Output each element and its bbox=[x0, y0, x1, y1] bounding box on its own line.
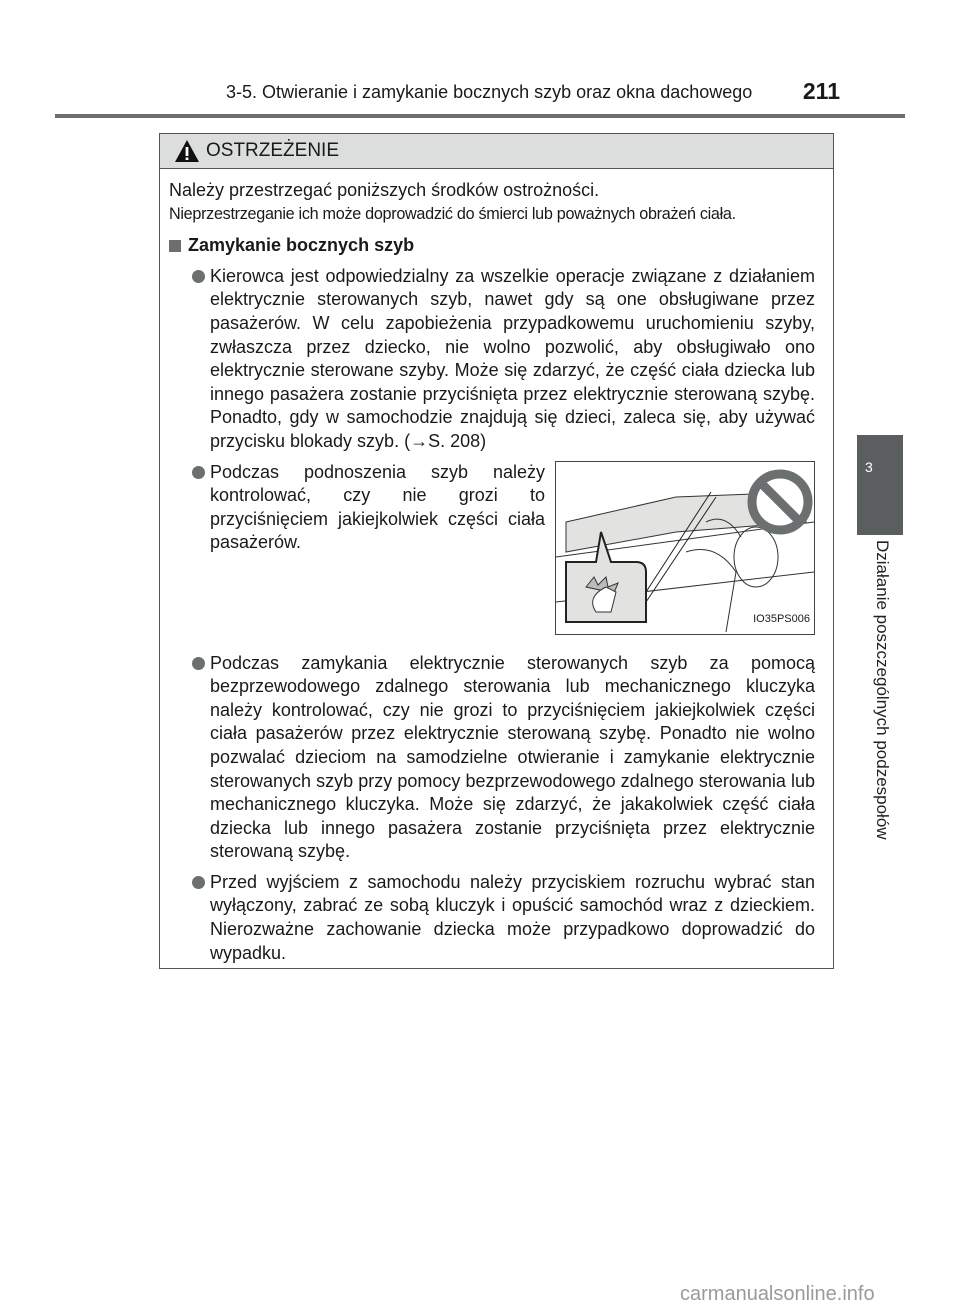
watermark: carmanualsonline.info bbox=[680, 1283, 875, 1305]
figure-code: IO35PS006 bbox=[753, 612, 810, 625]
warning-triangle-icon bbox=[174, 139, 200, 163]
square-bullet-icon bbox=[169, 240, 181, 252]
illustration-window-pinch bbox=[555, 461, 815, 635]
warning-box bbox=[159, 133, 834, 969]
warning-intro: Należy przestrzegać poniższych środków ostrożności. bbox=[169, 180, 600, 200]
warning-title: OSTRZEŻENIE bbox=[206, 140, 340, 161]
list-item-text: Podczas zamykania elektrycznie sterowanych szyb za pomocą bezprzewodowego zdalnego sterowania lub mechanicznego kluczyka należy kontrolować, czy nie grozi to przyciśnięciem jakiejkolwiek części ciała pasażerów przez elektrycznie sterowaną szybę. Ponadto nie wolno pozwalać dzieciom na samodzielne otwieranie i zamykanie elektrycznie sterowanych szyb przy pomocy bezprzewodowego zdalnego sterowania lub mechanicznego kluczyka. Może się zdarzyć, że jakakolwiek część ciała dziecka lub innego pasażera zostanie przyciśnięta przez elektrycznie sterowaną szybę. bbox=[210, 652, 815, 862]
bullet-icon bbox=[192, 270, 205, 283]
list-item bbox=[169, 461, 815, 645]
section-heading-text: Zamykanie bocznych szyb bbox=[188, 235, 415, 256]
chapter-tab bbox=[857, 435, 903, 535]
header-rule bbox=[55, 114, 905, 118]
list-item bbox=[169, 652, 815, 864]
chapter-title: Działanie poszczególnych podzespołów bbox=[873, 540, 892, 840]
list-item bbox=[169, 265, 815, 454]
bullet-icon bbox=[192, 876, 205, 889]
bullet-icon bbox=[192, 657, 205, 670]
list-item bbox=[169, 871, 815, 965]
bullet-icon bbox=[192, 466, 205, 479]
list-item-text: Kierowca jest odpowiedzialny za wszelkie operacje związane z działaniem elektrycznie sterowanych szyb, nawet gdy są one obsługiwane przez pasażerów. W celu zapobieżenia przypadkowemu uruchomieniu szyby, zwłaszcza przez dziecko, nie wolno pozwolić, aby obsługiwało ono elektrycznie sterowane szyby. Może się zdarzyć, że część ciała dziecka lub innego pasażera zostanie przyciśnięta przez elektrycznie sterowaną szybę. Ponadto, gdy w samochodzie znajdują się dzieci, zaleca się, aby używać przycisku blokady szyb. (→S. 208) bbox=[210, 265, 815, 451]
section-title: 3-5. Otwieranie i zamykanie bocznych szyb oraz okna dachowego bbox=[226, 82, 753, 102]
chapter-number: 3 bbox=[865, 459, 873, 475]
page-number: 211 bbox=[802, 78, 840, 104]
list-item-text: Przed wyjściem z samochodu należy przyciskiem rozruchu wybrać stan wyłączony, zabrać ze sobą kluczyk i opuścić samochód wraz z dzieckiem. Nierozważne zachowanie dziecka może przypadkowo doprowadzić do wypadku. bbox=[210, 871, 815, 963]
warning-title-bar bbox=[160, 134, 833, 169]
list-item-text: Podczas podnoszenia szyb należy kontrolować, czy nie grozi to przyciśnięciem jakiejkolwiek części ciała pasażerów. bbox=[210, 461, 545, 553]
warning-consequence: Nieprzestrzeganie ich może doprowadzić do śmierci lub poważnych obrażeń ciała. bbox=[169, 204, 736, 223]
section-heading bbox=[169, 234, 815, 258]
